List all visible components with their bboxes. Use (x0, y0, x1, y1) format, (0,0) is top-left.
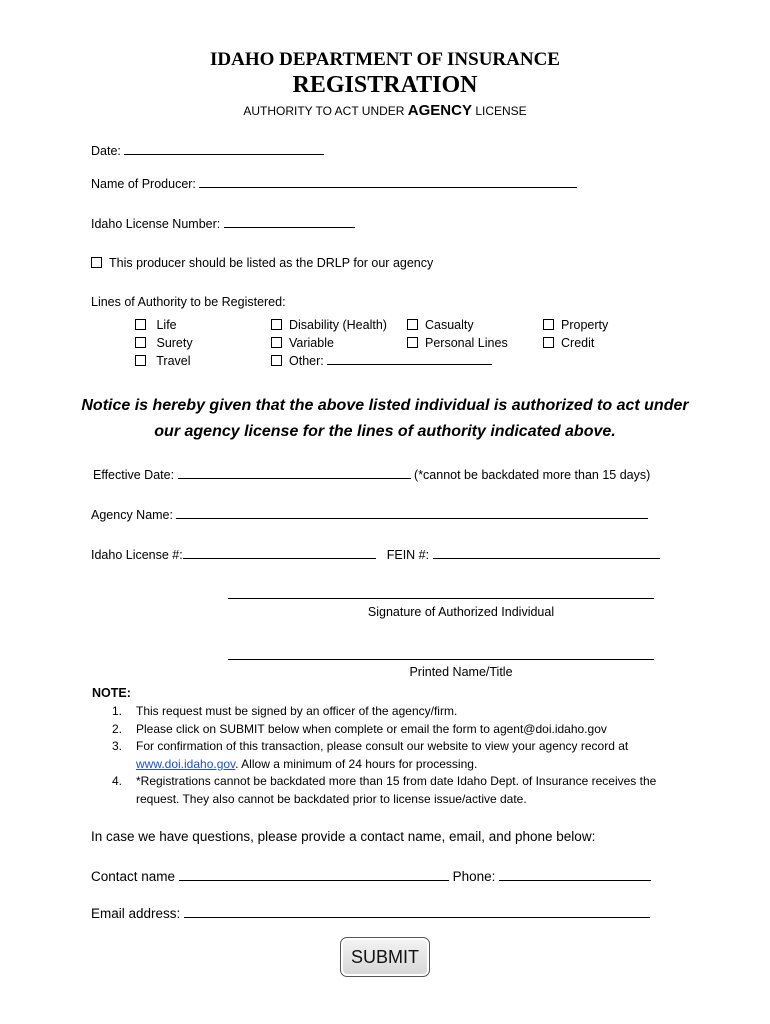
license-number-label: Idaho License Number: (91, 217, 221, 231)
printed-name-field[interactable] (228, 647, 654, 660)
option-label: Credit (561, 336, 595, 350)
authority-option-property[interactable] (543, 316, 608, 334)
drlp-label: This producer should be listed as the DRLP for our agency (109, 256, 434, 270)
option-label: Life (156, 318, 177, 332)
authority-col-1 (135, 316, 193, 370)
option-label: Casualty (425, 318, 474, 332)
checkbox-icon[interactable] (91, 257, 102, 268)
checkbox-icon[interactable] (271, 337, 282, 348)
note-item: 3. For confirmation of this transaction, please consult our website to view your agency record at www.doi.idaho.gov. Allow a minimum of 24 hours for processing. (112, 739, 629, 771)
option-label: Disability (Health) (289, 318, 387, 332)
license-fein-row (91, 546, 660, 562)
idaho-license-label: Idaho License #: (91, 548, 183, 562)
notes-list (112, 703, 682, 808)
submit-button[interactable]: SUBMIT (340, 937, 430, 977)
authority-option-personal-lines[interactable] (407, 334, 508, 352)
contact-intro: In case we have questions, please provide a contact name, email, and phone below: (91, 829, 596, 844)
contact-name-field[interactable] (179, 868, 449, 881)
option-label: Other: (289, 354, 324, 368)
phone-field[interactable] (499, 868, 651, 881)
option-label: Property (561, 318, 609, 332)
option-label: Personal Lines (425, 336, 508, 350)
authority-option-credit[interactable] (543, 334, 608, 352)
license-number-row (91, 215, 355, 231)
note-item: 4. *Registrations cannot be backdated more than 15 from date Idaho Dept. of Insurance receives the request. They also cannot be backdated prior to license issue/active date. (112, 774, 657, 806)
fein-label: FEIN #: (386, 548, 430, 562)
form-subtitle-registration: REGISTRATION (292, 72, 478, 98)
checkbox-icon[interactable] (543, 319, 554, 330)
authority-option-surety[interactable] (135, 334, 193, 352)
note-item: 2. Please click on SUBMIT below when complete or email the form to agent@doi.idaho.gov (112, 721, 607, 736)
agency-name-label: Agency Name: (91, 508, 173, 522)
authority-col-3 (407, 316, 508, 352)
authority-option-life[interactable] (135, 316, 193, 334)
other-field[interactable] (327, 352, 492, 365)
checkbox-icon[interactable] (135, 355, 146, 366)
note-text: Please click on SUBMIT below when complete or email the form to agent@doi.idaho.gov (136, 721, 607, 736)
note-text: . Allow a minimum of 24 hours for processing. (235, 756, 478, 771)
effective-date-field[interactable] (178, 466, 411, 479)
subtitle-pre: AUTHORITY TO ACT UNDER (243, 104, 405, 118)
authority-col-4 (543, 316, 608, 352)
producer-label: Name of Producer: (91, 177, 196, 191)
agency-name-field[interactable] (176, 506, 648, 519)
effective-date-row (93, 466, 650, 482)
signature-label: Signature of Authorized Individual (367, 605, 555, 619)
note-item: 1. This request must be signed by an officer of the agency/firm. (112, 704, 458, 718)
checkbox-icon[interactable] (135, 319, 146, 330)
form-subtitle (0, 102, 770, 119)
signature-field[interactable] (228, 586, 654, 599)
idaho-license-field[interactable] (183, 546, 376, 559)
authority-option-casualty[interactable] (407, 316, 508, 334)
note-text: *Registrations cannot be backdated more than 15 from date Idaho Dept. of Insurance receives the request. They also cannot be backdated prior to license issue/active date. (136, 774, 657, 806)
note-text: For confirmation of this transaction, please consult our website to view your agency record at (136, 739, 629, 753)
option-label: Surety (156, 336, 193, 350)
contact-name-row (91, 868, 651, 884)
checkbox-icon[interactable] (135, 337, 146, 348)
option-label: Travel (156, 354, 191, 368)
authority-option-other[interactable] (271, 352, 492, 370)
checkbox-icon[interactable] (407, 319, 418, 330)
option-label: Variable (289, 336, 334, 350)
printed-name-label: Printed Name/Title (409, 665, 513, 679)
email-row (91, 905, 650, 921)
producer-row (91, 175, 577, 191)
effective-date-note: (*cannot be backdated more than 15 days) (414, 468, 651, 482)
lines-of-authority-label: Lines of Authority to be Registered: (91, 295, 286, 309)
producer-name-field[interactable] (199, 175, 577, 188)
email-label: Email address: (91, 906, 181, 921)
agency-name-row (91, 506, 648, 522)
notice-line-1: Notice is hereby given that the above listed individual is authorized to act under (81, 397, 689, 414)
date-row (91, 142, 324, 158)
email-field[interactable] (184, 905, 650, 918)
subtitle-post: LICENSE (475, 104, 527, 118)
drlp-row (91, 256, 433, 270)
subtitle-agency: AGENCY (407, 102, 472, 119)
fein-field[interactable] (433, 546, 660, 559)
authority-option-travel[interactable] (135, 352, 193, 370)
contact-name-label: Contact name (91, 869, 176, 884)
license-number-field[interactable] (224, 215, 355, 228)
note-heading: NOTE: (92, 686, 131, 700)
notice-line-2: our agency license for the lines of authority indicated above. (154, 423, 616, 440)
checkbox-icon[interactable] (407, 337, 418, 348)
checkbox-icon[interactable] (543, 337, 554, 348)
note-text: This request must be signed by an officer of the agency/firm. (136, 704, 458, 718)
form-title: IDAHO DEPARTMENT OF INSURANCE (210, 49, 560, 70)
date-label: Date: (91, 144, 121, 158)
checkbox-icon[interactable] (271, 319, 282, 330)
effective-date-label: Effective Date: (93, 468, 175, 482)
checkbox-icon[interactable] (271, 355, 282, 366)
phone-label: Phone: (452, 869, 496, 884)
notice-text (0, 393, 770, 445)
date-field[interactable] (124, 142, 324, 155)
doi-website-link[interactable]: www.doi.idaho.gov (136, 756, 236, 771)
